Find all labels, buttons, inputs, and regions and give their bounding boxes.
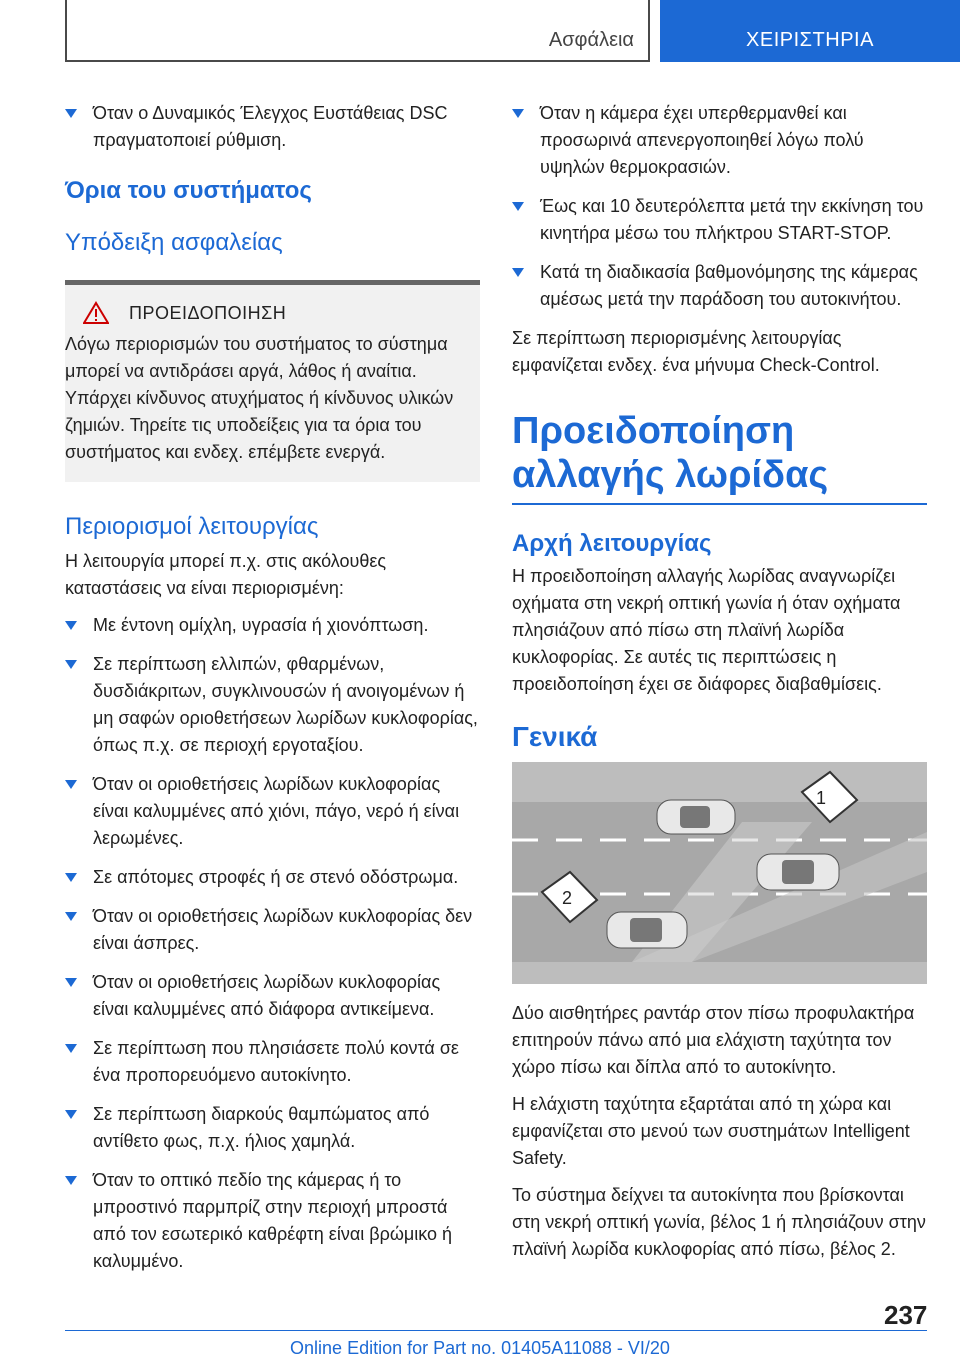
principle-text: Η προειδοποίηση αλλαγής λωρίδας αναγνωρίζει οχήματα στη νεκρή οπτική γωνία ή όταν οχήματα πλησιάζουν από πίσω στη πλαϊνή λωρίδα κυκλοφορίας. Σε αυτές τις περιπτώσεις η προειδοποίηση έχει σε διάφορες διαβαθμίσεις. (512, 566, 901, 694)
footer-rule (65, 1330, 927, 1331)
heading-lane-change-warning: Προειδοποίηση αλλαγής λωρίδας (512, 410, 829, 496)
paragraph-min-speed: Η ελάχιστη ταχύτητα εξαρτάται από τη χώρα και εμφανίζεται στο μενού των συστημάτων Intelligent Safety. (512, 1094, 910, 1168)
bullet-triangle-icon (65, 1176, 77, 1185)
heading-principle: Αρχή λειτουργίας (512, 530, 712, 557)
list-item: Όταν οι οριοθετήσεις λωρίδων κυκλοφορίας είναι καλυμμένες από διάφορα αντικείμενα. (65, 969, 480, 1023)
section-title: Ασφάλεια (548, 29, 634, 51)
bullet-triangle-icon (65, 1110, 77, 1119)
heading-function-restrictions: Περιορισμοί λειτουργίας (65, 513, 319, 540)
header-section-tab (65, 0, 650, 62)
warning-text: Λόγω περιορισμών του συστήματος το σύστημα μπορεί να αντιδράσει αργά, λάθος ή αναίτια. Υπάρχει κίνδυνος ατυχήματος ή κίνδυνος υλικών ζημιών. Τηρείτε τις υποδείξεις για τα όρια του συστήματος και ενδεχ. επέμβετε ενεργά. (65, 334, 454, 462)
chapter-title: ΧΕΙΡΙΣΤΗΡΙΑ (746, 29, 874, 51)
bullet-triangle-icon (65, 1044, 77, 1053)
bullet-triangle-icon (65, 780, 77, 789)
warning-box (65, 280, 480, 482)
list-item: Όταν οι οριοθετήσεις λωρίδων κυκλοφορίας είναι καλυμμένες από χιόνι, πάγο, νερό ή είναι λερωμένες. (65, 771, 480, 852)
list-item: Όταν οι οριοθετήσεις λωρίδων κυκλοφορίας δεν είναι άσπρες. (65, 903, 480, 957)
bullet-triangle-icon (512, 202, 524, 211)
car-icon (607, 912, 687, 948)
heading-safety-note: Υπόδειξη ασφαλείας (65, 229, 283, 256)
warning-triangle-icon (83, 301, 109, 325)
bullet-triangle-icon (65, 978, 77, 987)
bullet-triangle-icon (65, 873, 77, 882)
list-item: Σε περίπτωση ελλιπών, φθαρμένων, δυσδιάκριτων, συγκλινουσών ή ανοιγομένων ή μη σαφών οριοθετήσεων λωρίδων κυκλοφορίας, όπως π.χ. σε περιοχή εργοταξίου. (65, 651, 480, 759)
list-item: Όταν ο Δυναμικός Έλεγχος Ευστάθειας DSC πραγματοποιεί ρύθμιση. (65, 100, 480, 154)
heading-general: Γενικά (512, 721, 598, 752)
page-number: 237 (884, 1300, 928, 1330)
bullet-triangle-icon (65, 660, 77, 669)
arrow-label-2: 2 (562, 888, 573, 908)
list-item: Όταν το οπτικό πεδίο της κάμερας ή το μπροστινό παρμπρίζ στην περιοχή μπροστά από τον εσωτερικό καθρέφτη είναι βρώμικο ή καλυμμένο. (65, 1167, 480, 1275)
list-item: Όταν η κάμερα έχει υπερθερμανθεί και προσωρινά απενεργοποιηθεί λόγω πολύ υψηλών θερμοκρασιών. (512, 100, 927, 181)
bullet-triangle-icon (65, 109, 77, 118)
bullet-triangle-icon (512, 109, 524, 118)
list-item: Με έντονη ομίχλη, υγρασία ή χιονόπτωση. (65, 612, 480, 639)
bullet-triangle-icon (65, 912, 77, 921)
list-item: Σε απότομες στροφές ή σε στενό οδόστρωμα. (65, 864, 480, 891)
header-chapter-tab (660, 0, 960, 62)
car-icon (757, 854, 839, 890)
footer-edition: Online Edition for Part no. 01405A11088 - VI/20 (290, 1338, 670, 1358)
warning-title: ΠΡΟΕΙΔΟΠΟΙΗΣΗ (129, 302, 287, 323)
list-item: Έως και 10 δευτερόλεπτα μετά την εκκίνηση του κινητήρα μέσω του πλήκτρου START-STOP. (512, 193, 927, 247)
car-icon (657, 800, 735, 834)
lane-change-illustration (512, 762, 927, 984)
list-item: Σε περίπτωση διαρκούς θαμπώματος από αντίθετο φως, π.χ. ήλιος χαμηλά. (65, 1101, 480, 1155)
paragraph-sensors: Δύο αισθητήρες ραντάρ στον πίσω προφυλακτήρα επιτηρούν πάνω από μια ελάχιστη ταχύτητα τον χώρο πίσω και δίπλα από το αυτοκίνητο. (512, 1003, 915, 1077)
right-column (512, 100, 927, 1273)
list-item: Κατά τη διαδικασία βαθμονόμησης της κάμερας αμέσως μετά την παράδοση του αυτοκινήτου. (512, 259, 927, 313)
restrictions-intro: Η λειτουργία μπορεί π.χ. στις ακόλουθες καταστάσεις να είναι περιορισμένη: (65, 551, 387, 598)
list-item: Σε περίπτωση που πλησιάσετε πολύ κοντά σε ένα προπορευόμενο αυτοκίνητο. (65, 1035, 480, 1089)
left-column (65, 100, 480, 1287)
bullet-triangle-icon (65, 621, 77, 630)
heading-system-limits: Όρια του συστήματος (65, 177, 312, 204)
bullet-triangle-icon (512, 268, 524, 277)
paragraph-display: Το σύστημα δείχνει τα αυτοκίνητα που βρίσκονται στη νεκρή οπτική γωνία, βέλος 1 ή πλησιάζουν στην πλαϊνή λωρίδα κυκλοφορίας από πίσω, βέλος 2. (512, 1185, 926, 1259)
heading-rule (512, 503, 927, 505)
restricted-note: Σε περίπτωση περιορισμένης λειτουργίας εμφανίζεται ενδεχ. ένα μήνυμα Check-Control. (512, 328, 880, 375)
arrow-label-1: 1 (816, 788, 827, 808)
